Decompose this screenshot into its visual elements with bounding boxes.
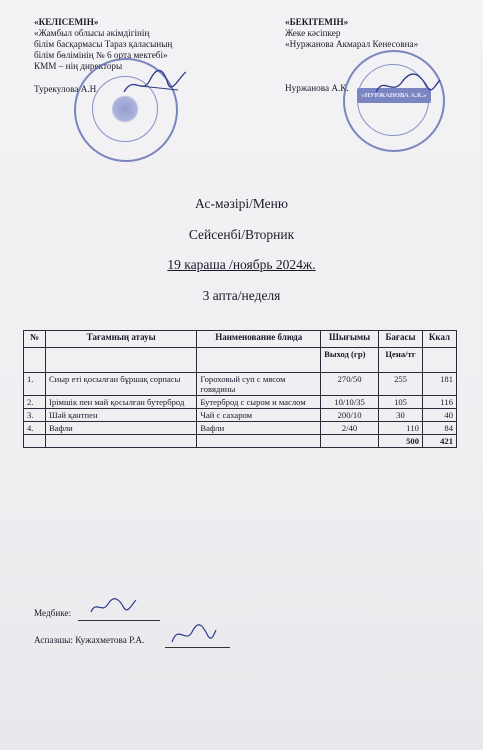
agree-line: Жеке кәсіпкер — [285, 28, 341, 38]
row-price: 110 — [379, 422, 423, 435]
row-ru-name: Чай с сахаром — [197, 409, 321, 422]
agree-line: «Нуржанова Акмарал Кенесовна» — [285, 39, 419, 49]
stamp-band-text: «НУРЖАНОВА А.К.» — [357, 88, 431, 103]
nurse-signature — [88, 596, 138, 618]
table-row — [24, 373, 457, 396]
table-row — [24, 396, 457, 409]
table-row — [24, 409, 457, 422]
col-header-kz: Тағамның атауы — [45, 331, 196, 348]
approval-line: білім бөлімінің № 6 орта мектебі» — [34, 50, 168, 60]
table-row — [24, 422, 457, 435]
total-price: 500 — [379, 435, 423, 448]
menu-week: 3 апта/неделя — [202, 288, 281, 303]
col-header-ru: Наименование блюда — [197, 331, 321, 348]
menu-title: Ас-мәзірі/Меню — [195, 196, 288, 211]
row-yield: 10/10/35 — [321, 396, 379, 409]
table-header-row — [24, 331, 457, 348]
nurse-signature-line — [78, 620, 160, 621]
row-kcal: 116 — [422, 396, 456, 409]
menu-date: 19 караша /ноябрь 2024ж. — [167, 257, 316, 272]
approval-line: білім басқармасы Тараз қаласының — [34, 39, 173, 49]
approval-title: «КЕЛІСЕМІН» — [34, 17, 99, 27]
nurse-label: Медбике: — [34, 608, 72, 618]
row-ru-name: Вафли — [197, 422, 321, 435]
table-total-row — [24, 435, 457, 448]
menu-table — [23, 330, 457, 448]
subheader-yield: Выход (гр) — [321, 348, 379, 373]
col-header-num: № — [24, 331, 46, 348]
row-num: 4. — [24, 422, 46, 435]
row-yield: 200/10 — [321, 409, 379, 422]
row-kz-name: Шәй қантпен — [45, 409, 196, 422]
col-header-price: Бағасы — [379, 331, 423, 348]
row-kcal: 40 — [422, 409, 456, 422]
row-num: 1. — [24, 373, 46, 396]
row-num: 3. — [24, 409, 46, 422]
row-kz-name: Ірімшік пен май қосылған бутерброд — [45, 396, 196, 409]
row-kcal: 84 — [422, 422, 456, 435]
row-price: 255 — [379, 373, 423, 396]
approval-line: «Жамбыл облысы әкімдігінің — [34, 28, 150, 38]
owner-signature — [372, 72, 442, 102]
menu-day: Сейсенбі/Вторник — [188, 227, 295, 242]
agree-signer: Нуржанова А.К. — [285, 83, 349, 93]
row-kz-name: Сиыр еті қосылған бұршақ сорпасы — [45, 373, 196, 396]
total-kcal: 421 — [422, 435, 456, 448]
row-ru-name: Бутерброд с сыром и маслом — [197, 396, 321, 409]
cook-label: Аспазшы: Кужахметова Р.А. — [34, 635, 145, 645]
row-price: 30 — [379, 409, 423, 422]
approval-signer: Турекулова А.Н. — [34, 84, 99, 94]
col-header-kcal: Ккал — [422, 331, 456, 348]
agree-title: «БЕКІТЕМІН» — [285, 17, 349, 27]
row-num: 2. — [24, 396, 46, 409]
row-ru-name: Гороховый суп с мясом говядины — [197, 373, 321, 396]
row-yield: 270/50 — [321, 373, 379, 396]
subheader-price: Цена/тг — [379, 348, 423, 373]
col-header-yield: Шығымы — [321, 331, 379, 348]
director-signature — [120, 66, 190, 100]
row-yield: 2/40 — [321, 422, 379, 435]
cook-signature — [168, 622, 218, 648]
approval-line: КММ – нің директоры — [34, 61, 123, 71]
table-subheader-row — [24, 348, 457, 373]
row-price: 105 — [379, 396, 423, 409]
row-kz-name: Вафли — [45, 422, 196, 435]
row-kcal: 181 — [422, 373, 456, 396]
